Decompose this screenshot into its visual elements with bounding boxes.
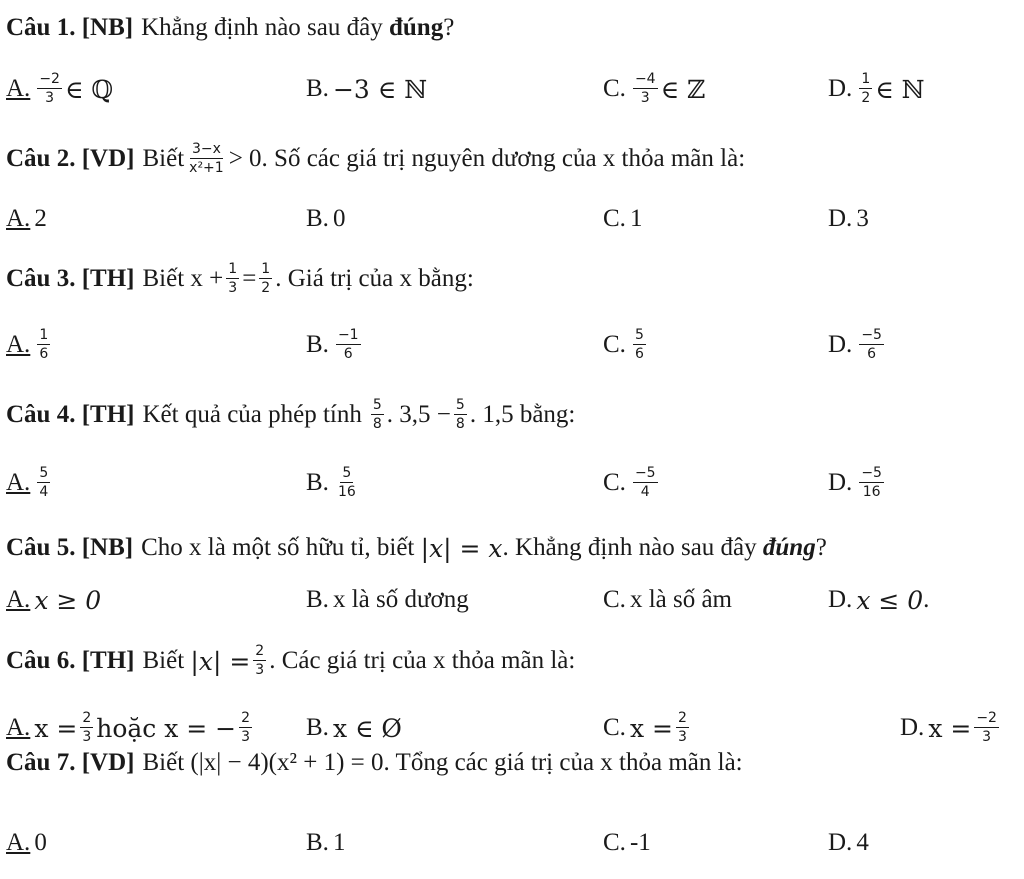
question-text: Khẳng định nào sau đây: [141, 14, 383, 41]
fraction: $\frac{-4}{3}$: [634, 71, 656, 106]
q3-option-d[interactable]: D. $\frac{-5}{6}$: [828, 327, 882, 362]
fraction: $\frac{1}{2}$: [261, 261, 271, 296]
q2-option-c[interactable]: C. 1: [603, 205, 643, 232]
q4-option-b[interactable]: B. $\frac{5}{16}$: [306, 465, 356, 500]
question-5: Câu 5. [NB] Cho x là một số hữu tỉ, biết |x| = x . Khẳng định nào sau đây đúng ?: [6, 533, 827, 563]
question-number: Câu 1. [NB]: [6, 14, 134, 41]
fraction: $\frac{1}{3}$: [228, 261, 238, 296]
q2-option-d[interactable]: D. 3: [828, 205, 869, 232]
q5-option-a[interactable]: A. x ≥ 0: [6, 585, 102, 615]
fraction: $\frac{-5}{6}$: [861, 327, 882, 362]
q1-option-a[interactable]: A. $\frac{-2}{3}$ ∈ ℚ: [6, 71, 114, 106]
fraction: $\frac{5}{8}$: [372, 397, 382, 432]
q7-option-d[interactable]: D. 4: [828, 829, 869, 856]
question-2: Câu 2. [VD] Biết $\frac{3-x}{\text{x²+1}}$ > 0. Số các giá trị nguyên dương của x thỏa mãn là:: [6, 141, 746, 176]
q5-option-b[interactable]: B. x là số dương: [306, 586, 469, 613]
fraction: $\frac{-2}{3}$: [39, 71, 60, 106]
question-number: Câu 2. [VD]: [6, 145, 135, 172]
q7-option-c[interactable]: C. -1: [603, 829, 651, 856]
q4-option-d[interactable]: D. $\frac{-5}{16}$: [828, 465, 882, 500]
question-number: Câu 3. [TH]: [6, 265, 135, 292]
q1-option-d[interactable]: D. $\frac{1}{2}$ ∈ ℕ: [828, 71, 925, 106]
fraction: $\frac{2}{3}$: [82, 710, 92, 745]
fraction: $\frac{2}{3}$: [255, 643, 265, 678]
emphasis: đúng: [762, 534, 816, 561]
q5-option-d[interactable]: D. x ≤ 0 .: [828, 585, 930, 615]
q5-option-c[interactable]: C. x là số âm: [603, 586, 733, 613]
question-7: Câu 7. [VD] Biết (|x| − 4)(x² + 1) = 0. Tổng các giá trị của x thỏa mãn là:: [6, 749, 743, 776]
q7-option-a[interactable]: A. 0: [6, 829, 47, 856]
q6-option-b[interactable]: B. x ∈ Ø: [306, 713, 402, 743]
q6-option-c[interactable]: C. x = $\frac{2}{3}$: [603, 710, 687, 745]
q6-option-d[interactable]: D. x = $\frac{-2}{3}$: [900, 710, 997, 745]
fraction: $\frac{5}{6}$: [634, 327, 644, 362]
fraction: $\frac{2}{3}$: [677, 710, 687, 745]
question-3: Câu 3. [TH] Biết x + $\frac{1}{3}$ = $\frac{1}{2}$ . Giá trị của x bằng:: [6, 261, 474, 296]
q7-option-b[interactable]: B. 1: [306, 829, 346, 856]
q2-option-b[interactable]: B. 0: [306, 205, 346, 232]
fraction: $\frac{-5}{4}$: [634, 465, 656, 500]
fraction: $\frac{3-x}{\text{x²+1}}$: [189, 141, 224, 176]
question-4: Câu 4. [TH] Kết quả của phép tính $\frac{5}{8}$ . 3,5 − $\frac{5}{8}$ . 1,5 bằng:: [6, 397, 576, 432]
question-1: Câu 1. [NB] Khẳng định nào sau đây đúng ?: [6, 14, 455, 41]
q3-option-c[interactable]: C. $\frac{5}{6}$: [603, 327, 644, 362]
question-number: Câu 7. [VD]: [6, 749, 135, 776]
q3-option-a[interactable]: A. $\frac{1}{6}$: [6, 327, 49, 362]
fraction: $\frac{-5}{16}$: [861, 465, 882, 500]
fraction: $\frac{-1}{6}$: [337, 327, 359, 362]
question-number: Câu 6. [TH]: [6, 647, 135, 674]
q6-option-a[interactable]: A. x = $\frac{2}{3}$ hoặc x = − $\frac{2}{3}$: [6, 710, 251, 745]
fraction: $\frac{5}{4}$: [39, 465, 49, 500]
q4-option-a[interactable]: A. $\frac{5}{4}$: [6, 465, 49, 500]
fraction: $\frac{2}{3}$: [241, 710, 251, 745]
fraction: $\frac{1}{2}$: [861, 71, 871, 106]
fraction: $\frac{5}{16}$: [337, 465, 356, 500]
q1-option-c[interactable]: C. $\frac{-4}{3}$ ∈ ℤ: [603, 71, 706, 106]
fraction: $\frac{5}{8}$: [455, 397, 465, 432]
emphasis: đúng: [388, 14, 444, 41]
q4-option-c[interactable]: C. $\frac{-5}{4}$: [603, 465, 656, 500]
question-number: Câu 4. [TH]: [6, 401, 135, 428]
fraction: $\frac{-2}{3}$: [976, 710, 997, 745]
fraction: $\frac{1}{6}$: [39, 327, 49, 362]
q3-option-b[interactable]: B. $\frac{-1}{6}$: [306, 327, 359, 362]
question-6: Câu 6. [TH] Biết |x| = $\frac{2}{3}$ . Các giá trị của x thỏa mãn là:: [6, 643, 576, 678]
q1-option-b[interactable]: B. −3 ∈ ℕ: [306, 74, 428, 104]
question-number: Câu 5. [NB]: [6, 534, 134, 561]
q2-option-a[interactable]: A. 2: [6, 205, 47, 232]
